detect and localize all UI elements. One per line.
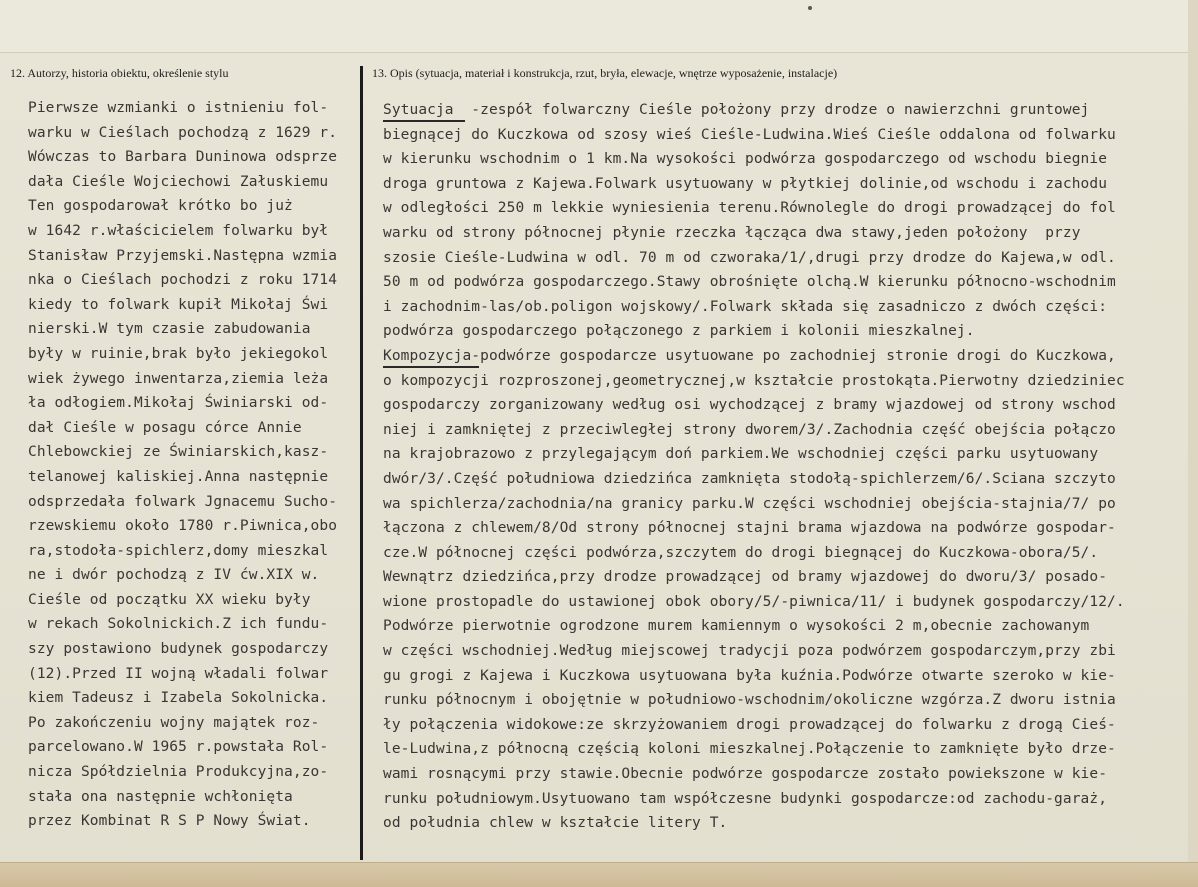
text-line: Kompozycja-podwórze gospodarcze usytuowane po zachodniej stronie drogi do Kuczkowa,: [383, 347, 1116, 364]
text-line: w odległości 250 m lekkie wyniesienia terenu.Równolegle do drogi prowadzącej do fol: [383, 200, 1116, 217]
text-line: biegnącej do Kuczkowa od szosy wieś Cieśle-Ludwina.Wieś Cieśle oddalona od folwarku: [383, 126, 1116, 143]
text-line: Wówczas to Barbara Duninowa odsprze: [28, 149, 338, 166]
top-paper-strip: [0, 0, 1198, 53]
text-line: w rekach Sokolnickich.Z ich fundu-: [28, 616, 329, 633]
text-line: na krajobrazowo z przylegającym doń parkiem.We wschodniej części parku usytuowany: [383, 446, 1099, 463]
text-line: Po zakończeniu wojny majątek roz-: [28, 714, 320, 731]
text-line: dwór/3/.Część południowa dziedzińca zamknięta stodołą-spichlerzem/6/.Sciana szczyto: [383, 470, 1116, 487]
text-line: w kierunku wschodnim o 1 km.Na wysokości podwórza gospodarczego od wschodu biegnie: [383, 151, 1108, 168]
text-line: le-Ludwina,z północną częścią koloni mieszkalnej.Połączenie to zamknięte było drze-: [383, 741, 1116, 758]
text-line: odsprzedała folwark Jgnacemu Sucho-: [28, 493, 338, 510]
text-line: i zachodnim-las/ob.poligon wojskowy/.Folwark składa się zasadniczo z dwóch części:: [383, 298, 1108, 315]
text-line: Wewnątrz dziedzińca,przy drodze prowadzącej od bramy wjazdowej do dworu/3/ posado-: [383, 569, 1108, 586]
text-line: (12).Przed II wojną władali folwar: [28, 665, 329, 682]
text-line: wiek żywego inwentarza,ziemia leża: [28, 370, 329, 387]
text-line: szosie Cieśle-Ludwina w odl. 70 m od czworaka/1/,drugi przy drodze do Kajewa,w odl.: [383, 249, 1116, 266]
text-line: kiem Tadeusz i Izabela Sokolnicka.: [28, 690, 329, 707]
text-line: łączona z chlewem/8/Od strony północnej stajni brama wjazdowa na podwórze gospodar-: [383, 520, 1116, 537]
text-line: nierski.W tym czasie zabudowania: [28, 321, 311, 338]
text-line: warku w Cieślach pochodzą z 1629 r.: [28, 124, 338, 141]
column-divider: [360, 66, 363, 860]
text-line: nicza Spółdzielnia Produkcyjna,zo-: [28, 764, 329, 781]
text-line: cze.W północnej części podwórza,szczytem do drogi biegnącej do Kuczkowa-obora/5/.: [383, 544, 1099, 561]
text-line: podwórza gospodarczego połączonego z parkiem i kolonii mieszkalnej.: [383, 323, 975, 340]
text-line: Sytuacja -zespół folwarczny Cieśle położony przy drodze o nawierzchni gruntowej: [383, 102, 1090, 118]
text-line: Pierwsze wzmianki o istnieniu fol-: [28, 100, 329, 116]
underline-kompozycja: [383, 366, 479, 368]
text-line: gu grogi z Kajewa i Kuczkowa usytuowana była kuźnia.Podwórze otwarte szeroko w kie-: [383, 667, 1116, 684]
right-paper-edge: [1188, 0, 1198, 886]
text-line: ne i dwór pochodzą z IV ćw.XIX w.: [28, 567, 320, 584]
bottom-paper-fold: [0, 862, 1198, 887]
text-line: stała ona następnie wchłonięta: [28, 788, 293, 805]
text-line: parcelowano.W 1965 r.powstała Rol-: [28, 739, 329, 756]
text-line: Cieśle od początku XX wieku były: [28, 591, 311, 608]
text-line: runku południowym.Usytuowano tam współczesne budynki gospodarcze:od zachodu-garaż,: [383, 790, 1108, 807]
text-line: o kompozycji rozproszonej,geometrycznej,w kształcie prostokąta.Pierwotny dziedziniec: [383, 372, 1125, 389]
text-line: wami rosnącymi przy stawie.Obecnie podwórze gospodarcze zostało powiekszone w kie-: [383, 766, 1108, 783]
right-column-header: 13. Opis (sytuacja, materiał i konstrukcja, rzut, bryła, elewacje, wnętrze wyposażenie, instalacje): [372, 66, 838, 80]
left-column-header: 12. Autorzy, historia obiektu, określenie stylu: [10, 66, 229, 80]
text-line: od południa chlew w kształcie litery T.: [383, 815, 728, 832]
text-line: były w ruinie,brak było jekiegokol: [28, 345, 329, 362]
text-line: gospodarczy zorganizowany według osi wychodzącej z bramy wjazdowej od strony wschod: [383, 397, 1116, 414]
text-line: kiedy to folwark kupił Mikołaj Świ: [28, 296, 329, 313]
text-line: droga gruntowa z Kajewa.Folwark usytuowany w płytkiej dolinie,od wschodu i zachodu: [383, 175, 1108, 192]
text-line: w 1642 r.właścicielem folwarku był: [28, 222, 329, 239]
text-line: nka o Cieślach pochodzi z roku 1714: [28, 272, 338, 289]
text-line: runku północnym i obojętnie w południowo-wschodnim/okoliczne wzgórza.Z dworu istnia: [383, 692, 1116, 709]
text-line: ła odłogiem.Mikołaj Świniarski od-: [28, 395, 329, 412]
text-line: telanowej kaliskiej.Anna następnie: [28, 468, 329, 485]
text-line: ra,stodoła-spichlerz,domy mieszkal: [28, 542, 329, 559]
history-text: [28, 96, 356, 834]
text-line: Ten gospodarował krótko bo już: [28, 198, 293, 215]
text-line: wione prostopadle do ustawionej obok obory/5/-piwnica/11/ i budynek gospodarczy/12/.: [383, 593, 1125, 610]
text-line: wa spichlerza/zachodnia/na granicy parku.W części wschodniej obejścia-stajnia/7/ po: [383, 495, 1116, 512]
text-line: rzewskiemu około 1780 r.Piwnica,obo: [28, 518, 338, 535]
text-line: Stanisław Przyjemski.Następna wzmia: [28, 247, 338, 264]
text-line: ły połączenia widokowe:ze skrzyżowaniem drogi prowadzącej do folwarku z drogą Cieś-: [383, 716, 1116, 733]
text-line: niej i zamkniętej z przeciwległej strony dworem/3/.Zachodnia część obejścia połączo: [383, 421, 1116, 438]
underline-sytuacja: [383, 120, 465, 122]
text-line: warku od strony północnej płynie rzeczka łącząca dwa stawy,jeden położony przy: [383, 224, 1081, 241]
text-line: dała Cieśle Wojciechowi Załuskiemu: [28, 173, 329, 190]
description-text: [383, 98, 1188, 836]
text-line: szy postawiono budynek gospodarczy: [28, 641, 329, 658]
text-line: 50 m od podwórza gospodarczego.Stawy obrośnięte olchą.W kierunku północno-wschodnim: [383, 274, 1116, 291]
text-line: dał Cieśle w posagu córce Annie: [28, 419, 302, 436]
text-line: Podwórze pierwotnie ogrodzone murem kamiennym o wysokości 2 m,obecnie zachowanym: [383, 618, 1090, 635]
ink-mark: [808, 6, 812, 10]
text-line: Chlebowckiej ze Świniarskich,kasz-: [28, 444, 329, 461]
text-line: w części wschodniej.Według miejscowej tradycji poza podwórzem gospodarczym,przy zbi: [383, 643, 1116, 660]
text-line: przez Kombinat R S P Nowy Świat.: [28, 813, 311, 830]
